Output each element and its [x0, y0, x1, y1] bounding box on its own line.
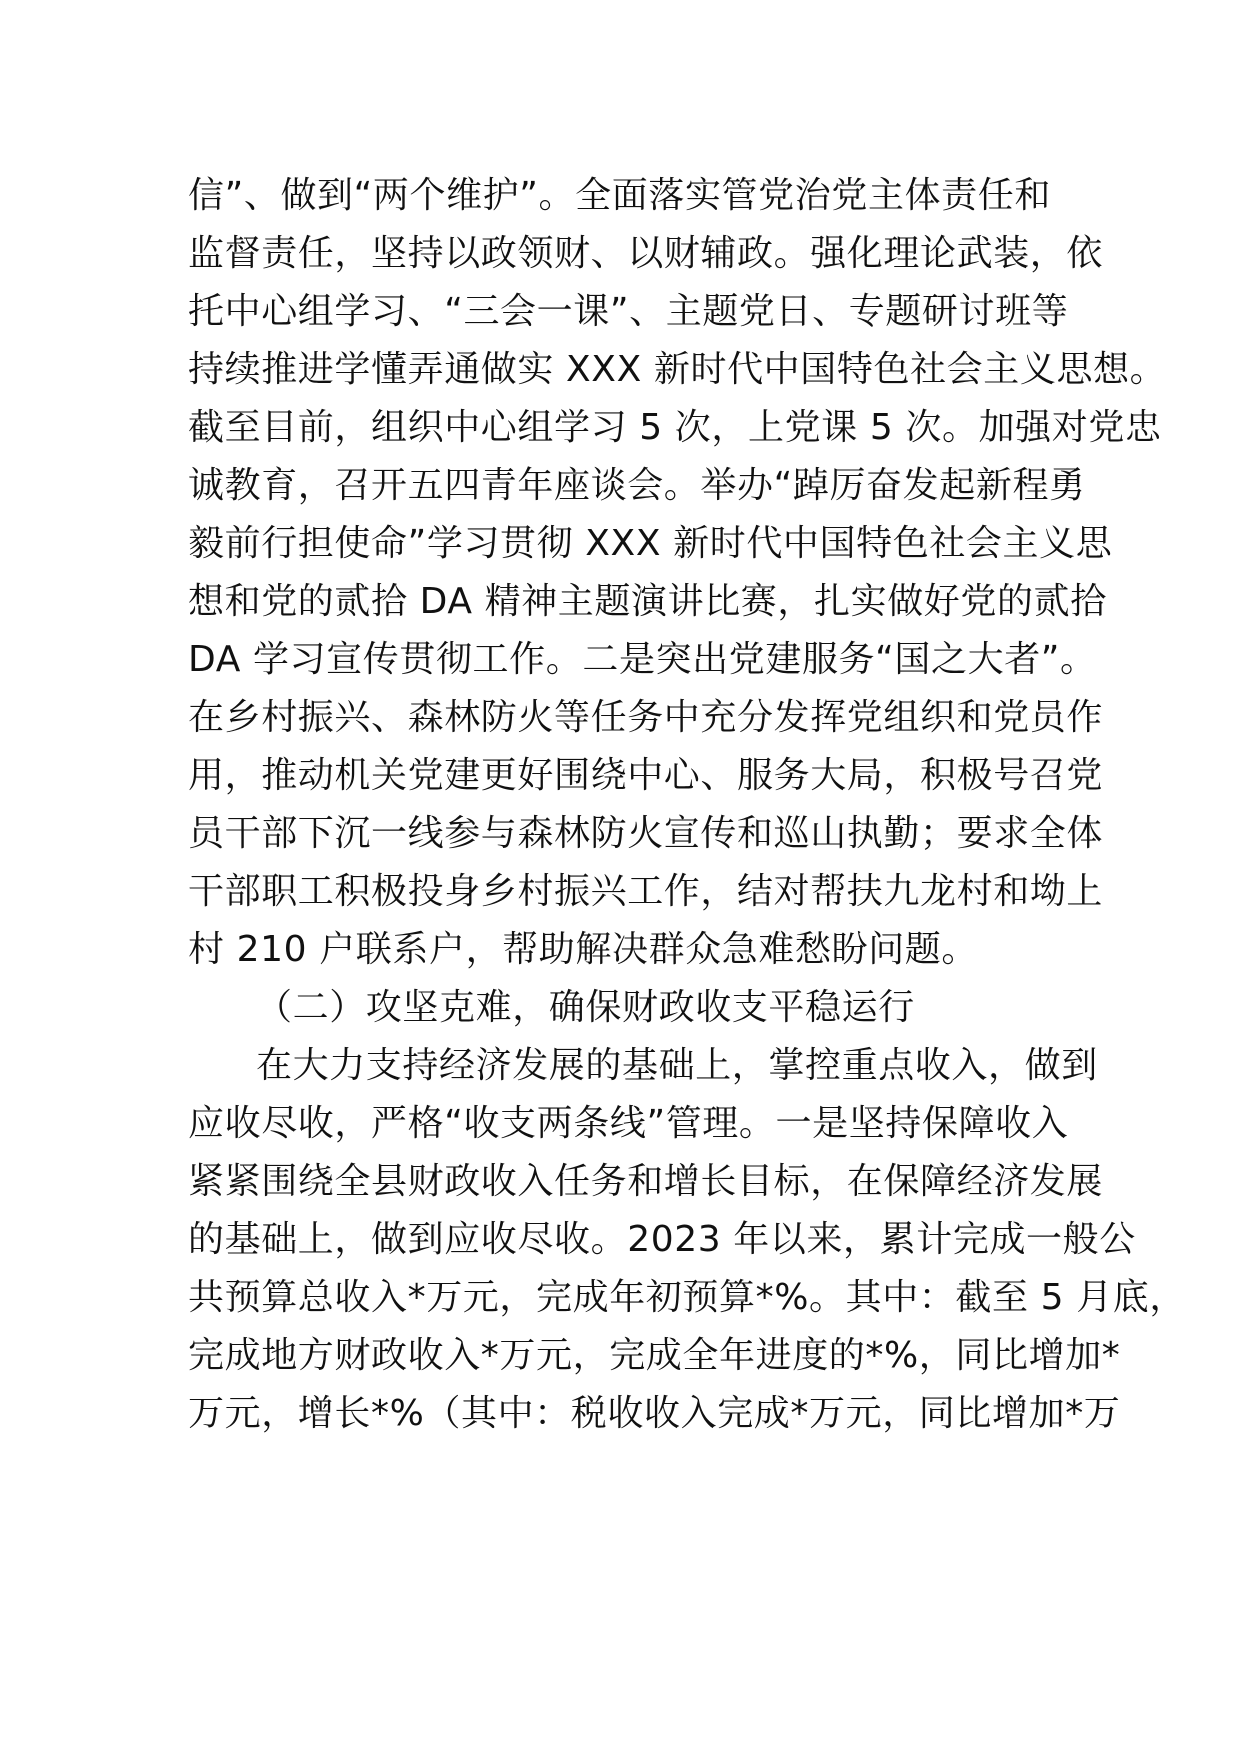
text-line: 托中心组学习、“三会一课”、主题党日、专题研讨班等	[188, 291, 1069, 332]
text-line: 应收尽收，严格“收支两条线”管理。一是坚持保障收入	[188, 1103, 1069, 1144]
text-line: 想和党的贰拾 DA 精神主题演讲比赛，扎实做好党的贰拾	[188, 581, 1107, 622]
text-line: 员干部下沉一线参与森林防火宣传和巡山执勤；要求全体	[188, 813, 1104, 854]
text-line: 干部职工积极投身乡村振兴工作，结对帮扶九龙村和坳上	[188, 871, 1104, 912]
text-line: 用，推动机关党建更好围绕中心、服务大局，积极号召党	[188, 755, 1104, 796]
text-line: 万元，增长*%（其中：税收收入完成*万元，同比增加*万	[188, 1393, 1121, 1434]
paragraph-first-line: 在大力支持经济发展的基础上，掌控重点收入，做到	[256, 1045, 1098, 1086]
text-line: 截至目前，组织中心组学习 5 次，上党课 5 次。加强对党忠	[188, 407, 1162, 448]
text-line: 紧紧围绕全县财政收入任务和增长目标，在保障经济发展	[188, 1161, 1104, 1202]
text-line: 持续推进学懂弄通做实 XXX 新时代中国特色社会主义思想。	[188, 349, 1167, 390]
text-line: 监督责任，坚持以政领财、以财辅政。强化理论武装，依	[188, 233, 1104, 274]
text-line: 村 210 户联系户，帮助解决群众急难愁盼问题。	[188, 929, 978, 970]
text-line: 完成地方财政收入*万元，完成全年进度的*%，同比增加*	[188, 1335, 1121, 1376]
section-heading: （二）攻坚克难，确保财政收支平稳运行	[256, 987, 915, 1028]
text-line: DA 学习宣传贯彻工作。二是突出党建服务“国之大者”。	[188, 639, 1097, 680]
text-line: 的基础上，做到应收尽收。2023 年以来，累计完成一般公	[188, 1219, 1136, 1260]
text-line: 诚教育，召开五四青年座谈会。举办“踔厉奋发起新程勇	[188, 465, 1086, 506]
text-line: 共预算总收入*万元，完成年初预算*%。其中：截至 5 月底，	[188, 1277, 1186, 1318]
text-line: 毅前行担使命”学习贯彻 XXX 新时代中国特色社会主义思	[188, 523, 1113, 564]
text-line: 在乡村振兴、森林防火等任务中充分发挥党组织和党员作	[188, 697, 1104, 738]
text-line: 信”、做到“两个维护”。全面落实管党治党主体责任和	[188, 175, 1051, 216]
